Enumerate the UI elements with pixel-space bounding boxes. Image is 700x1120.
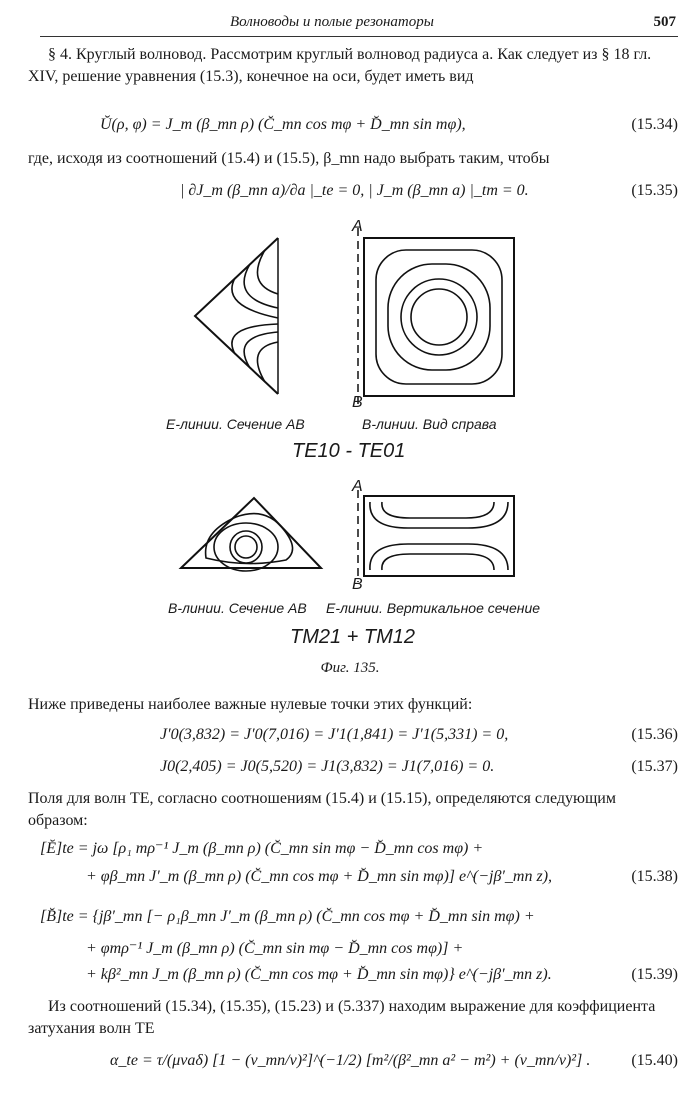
paragraph-te-fields: Поля для волн TE, согласно соотношениям (15.4) и (15.15), определяются следующим образом: — [28, 790, 616, 829]
marker-a-top: A — [352, 218, 363, 235]
marker-b-bottom: B — [352, 576, 363, 593]
caption-b-lines-side-view: B-линии. Вид справа — [362, 416, 497, 432]
marker-a-bottom: A — [352, 478, 363, 495]
equation-15-38-line1 — [0, 838, 678, 864]
equation-number: (15.39) — [631, 966, 678, 983]
page-number: 507 — [653, 14, 676, 30]
mode-label-tm: TM21 + TM12 — [290, 626, 416, 648]
paragraph-zeros: Ниже приведены наиболее важные нулевые точки этих функций: — [28, 696, 473, 713]
equation-body: + φmρ⁻¹ J_m (β_mn ρ) (C̆_mn sin mφ − D̆_mn cos mφ)] + — [86, 940, 464, 957]
equation-number: (15.38) — [631, 868, 678, 885]
equation-15-36 — [0, 726, 678, 752]
running-title: Волноводы и полые резонаторы — [230, 14, 434, 30]
caption-e-lines-section-ab: E-линии. Сечение AB — [166, 416, 305, 432]
equation-number: (15.35) — [631, 182, 678, 199]
equation-15-39-line1 — [0, 908, 678, 934]
mode-label-te: TE10 - TE01 — [292, 440, 406, 462]
equation-body: + kβ²_mn J_m (β_mn ρ) (C̆_mn cos mφ + D̆_mn sin mφ)} e^(−jβ′_mn z). — [86, 966, 552, 983]
equation-15-39-line2 — [0, 938, 678, 964]
equation-body: | ∂J_m (β_mn a)/∂a |_te = 0, | J_m (β_mn a) |_tm = 0. — [180, 182, 529, 199]
marker-b-top: B — [352, 394, 363, 411]
caption-b-lines-section-ab: B-линии. Сечение AB — [168, 600, 307, 616]
e-lines-section-ab-top — [190, 236, 285, 396]
equation-number: (15.37) — [631, 758, 678, 775]
paragraph-intro: § 4. Круглый волновод. Рассмотрим круглый волновод радиуса a. Как следует из § 18 гл. XIV, решение уравнения (15.3), конечное на оси, будет иметь вид — [28, 46, 652, 85]
equation-15-39-line3 — [0, 966, 678, 992]
equation-15-40 — [0, 1052, 678, 1078]
equation-body: α_te = τ/(μνaδ) [1 − (ν_mn/ν)²]^(−1/2) [m²/(β²_mn a² − m²) + (ν_mn/ν)²] . — [110, 1052, 591, 1069]
equation-body: [Ĕ]te = jω [ρ₁ mρ⁻¹ J_m (β_mn ρ) (C̆_mn sin mφ − D̆_mn cos mφ) + — [40, 840, 484, 857]
equation-number: (15.36) — [631, 726, 678, 743]
equation-15-37 — [0, 758, 678, 784]
e-lines-vertical-section-bottom — [348, 488, 520, 586]
equation-number: (15.40) — [631, 1052, 678, 1069]
equation-15-38-line2 — [0, 868, 678, 894]
paragraph-condition: где, исходя из соотношений (15.4) и (15.5), β_mn надо выбрать таким, чтобы — [28, 150, 550, 167]
b-lines-side-view-top — [348, 226, 520, 411]
equation-body: Ŭ(ρ, φ) = J_m (β_mn ρ) (C̆_mn cos mφ + D̆_mn sin mφ), — [100, 116, 466, 133]
figure-caption: Фиг. 135. — [320, 660, 380, 676]
caption-e-lines-vertical-section: E-линии. Вертикальное сечение — [326, 600, 541, 616]
equation-15-34 — [0, 116, 678, 142]
paragraph-attenuation: Из соотношений (15.34), (15.35), (15.23) и (5.337) находим выражение для коэффициента затухания волн TE — [28, 998, 656, 1037]
equation-body: J′0(3,832) = J′0(7,016) = J′1(1,841) = J′1(5,331) = 0, — [160, 726, 509, 743]
b-lines-section-ab-bottom — [176, 492, 326, 574]
equation-body: [B̆]te = {jβ′_mn [− ρ₁β_mn J′_m (β_mn ρ) (C̆_mn cos mφ + D̆_mn sin mφ) + — [40, 908, 535, 925]
equation-body: J0(2,405) = J0(5,520) = J1(3,832) = J1(7,016) = 0. — [160, 758, 495, 775]
equation-body: + φβ_mn J′_m (β_mn ρ) (C̆_mn cos mφ + D̆_mn sin mφ)] e^(−jβ′_mn z), — [86, 868, 553, 885]
equation-number: (15.34) — [631, 116, 678, 133]
equation-15-35 — [0, 182, 678, 208]
running-header — [40, 12, 678, 37]
